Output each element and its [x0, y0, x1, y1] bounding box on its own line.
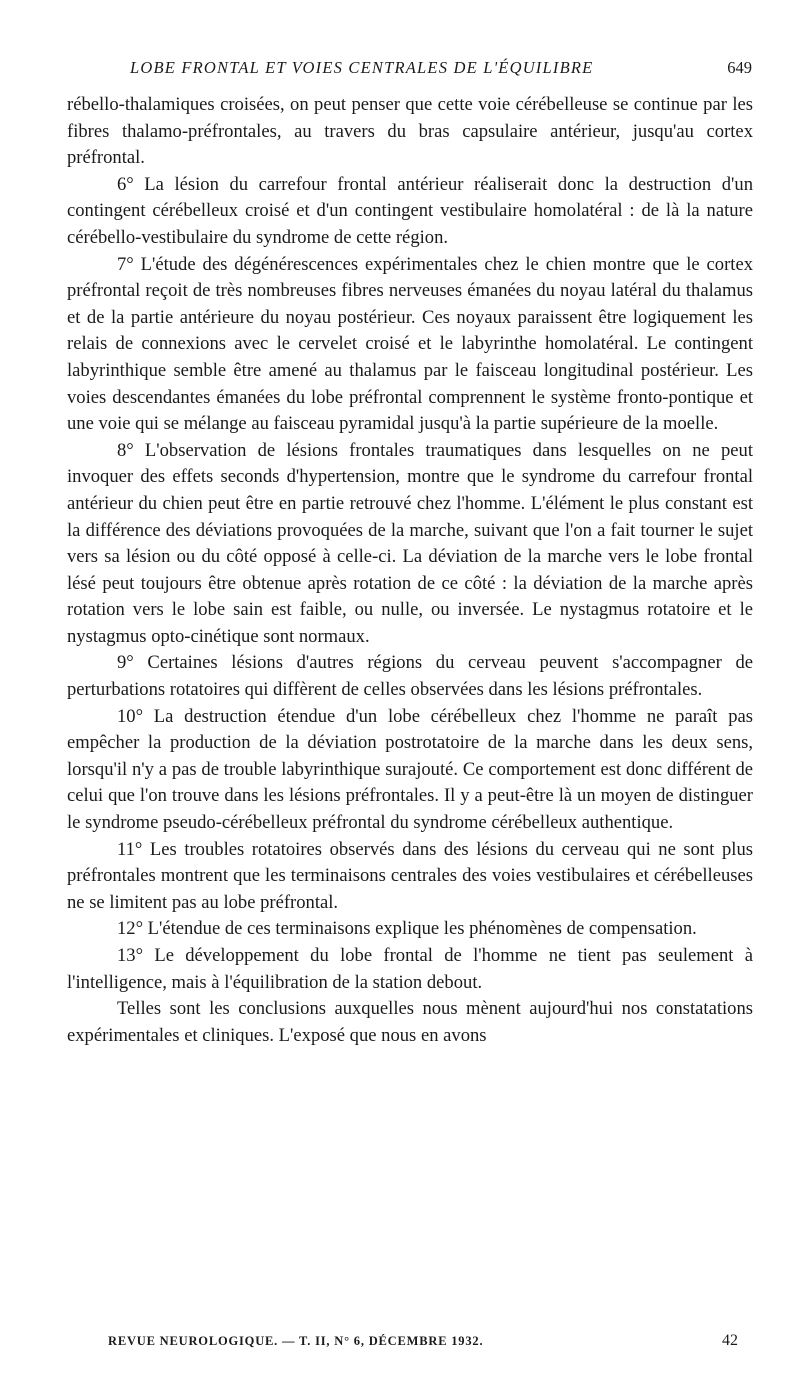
paragraph: 10° La destruction étendue d'un lobe cérébelleux chez l'homme ne paraît pas empêcher la production de la déviation postrotatoire de la marche dans les deux sens, lorsqu'il n'y a pas de trouble labyrinthique surajouté. Ce comportement est donc différent de celui que l'on trouve dans les lésions préfrontales. Il y a peut-être là un moyen de distinguer le syndrome pseudo-cérébelleux préfrontal du syndrome cérébelleux authentique.: [67, 705, 753, 834]
journal-citation: REVUE NEUROLOGIQUE. — T. II, N° 6, DÉCEMBRE 1932.: [108, 1334, 484, 1348]
signature-mark: 42: [722, 1332, 738, 1349]
running-head: [130, 58, 752, 78]
paragraph: rébello-thalamiques croisées, on peut penser que cette voie cérébelleuse se continue par les fibres thalamo-préfrontales, au travers du bras capsulaire antérieur, jusqu'au cortex préfrontal.: [67, 94, 753, 169]
running-title: LOBE FRONTAL ET VOIES CENTRALES DE L'ÉQUILIBRE: [130, 58, 594, 77]
paragraph: 9° Certaines lésions d'autres régions du cerveau peuvent s'accompagner de perturbations rotatoires qui diffèrent de celles observées dans les lésions préfrontales.: [67, 652, 753, 701]
paragraph: Telles sont les conclusions auxquelles nous mènent aujourd'hui nos constatations expérimentales et cliniques. L'exposé que nous en avons: [67, 998, 753, 1046]
body-text: [67, 92, 753, 1049]
paragraph: 8° L'observation de lésions frontales traumatiques dans lesquelles on ne peut invoquer des effets seconds d'hypertension, montre que le syndrome du carrefour frontal antérieur du chien peut être en partie retrouvé chez l'homme. L'élément le plus constant est la différence des déviations provoquées de la marche, suivant que l'on a fait tourner le sujet vers sa lésion ou du côté opposé à celle-ci. La déviation de la marche vers le lobe frontal lésé peut toujours être obtenue après rotation de ce côté : la déviation de la marche après rotation vers le lobe sain est faible, ou nulle, ou inversée. Le nystagmus rotatoire et le nystagmus opto-cinétique sont normaux.: [67, 439, 753, 647]
paragraph: 6° La lésion du carrefour frontal antérieur réaliserait donc la destruction d'un contingent cérébelleux croisé et d'un contingent vestibulaire homolatéral : de là la nature cérébello-vestibulaire du syndrome de cette région.: [67, 173, 753, 248]
paragraph: 11° Les troubles rotatoires observés dans des lésions du cerveau qui ne sont plus préfrontales montrent que les terminaisons centrales des voies vestibulaires et cérébelleuses ne se limitent pas au lobe préfrontal.: [67, 838, 753, 913]
paragraph: 12° L'étendue de ces terminaisons explique les phénomènes de compensation.: [117, 918, 697, 940]
paragraph: 7° L'étude des dégénérescences expérimentales chez le chien montre que le cortex préfrontal reçoit de très nombreuses fibres nerveuses émanées du noyau latéral du thalamus et de la partie antérieure du noyau postérieur. Ces noyaux paraissent être logiquement les relais de connexions avec le cervelet croisé et le labyrinthe homolatéral. Le contingent labyrinthique semble être amené au thalamus par le faisceau longitudinal postérieur. Les voies descendantes émanées du lobe préfrontal comprennent le système fronto-pontique et une voie qui se mélange au faisceau pyramidal jusqu'à la partie supérieure de la moelle.: [67, 253, 753, 435]
page-footer: [108, 1334, 738, 1349]
paragraph: 13° Le développement du lobe frontal de l'homme ne tient pas seulement à l'intelligence, mais à l'équilibration de la station debout.: [67, 945, 753, 993]
page-number: 649: [727, 58, 752, 77]
